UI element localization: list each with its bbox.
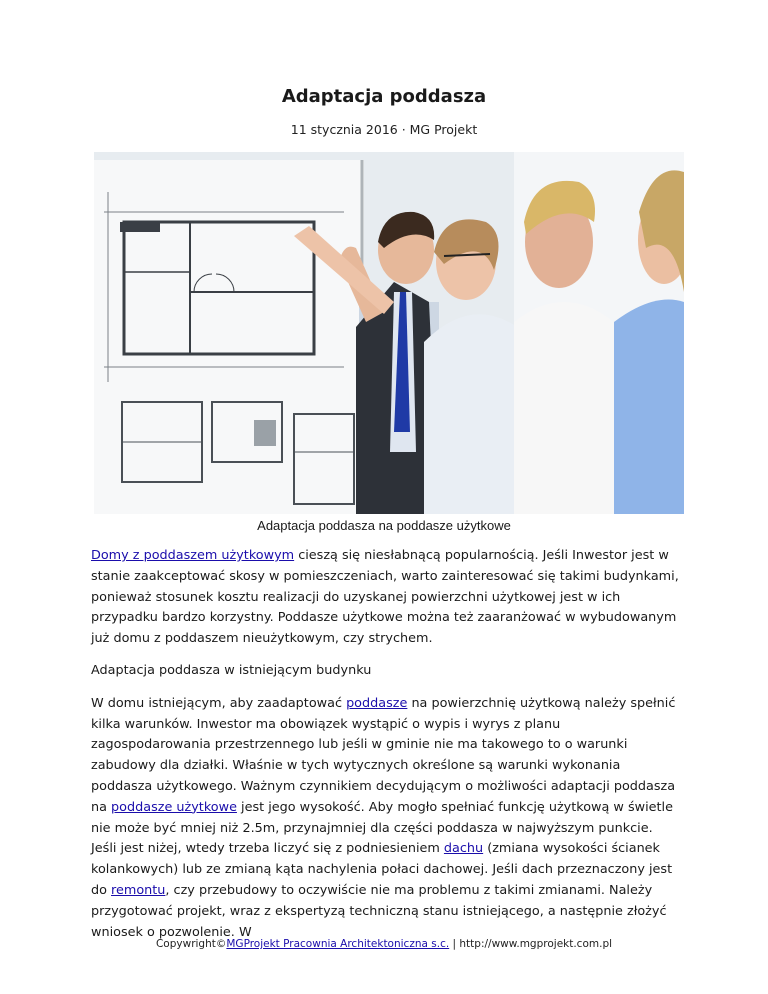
page-footer xyxy=(0,938,768,950)
article-body xyxy=(91,546,681,954)
footer-company-link[interactable]: MGProjekt Pracownia Architektoniczna s.c. xyxy=(226,938,450,950)
hero-image xyxy=(94,152,684,514)
image-caption: Adaptacja poddasza na poddasze użytkowe xyxy=(257,518,511,533)
text-segment: jest jego wysokość. Aby mogło spełniać funkcję użytkową w świetle nie może być mniej niż 2.5m, przynajmniej dla części poddasza w najwyższym punkcie. Jeśli jest niżej, wtedy trzeba liczyć się z podniesieniem xyxy=(91,799,673,857)
page-title: Adaptacja poddasza xyxy=(281,86,487,107)
post-meta: 11 stycznia 2016 · MG Projekt xyxy=(290,122,478,137)
link-poddasze-uzytkowe[interactable]: poddasze użytkowe xyxy=(111,799,237,815)
paragraph-adaptacja xyxy=(91,694,681,944)
link-dachu[interactable]: dachu xyxy=(443,841,484,857)
text-segment: na powierzchnię użytkową należy spełnić kilka warunków. Inwestor ma obowiązek wystąpić o wypis i wyrys z planu zagospodarowania przestrzennego lub jeśli w gminie nie ma takowego to o warunki zabudowy dla działki. Właśnie w tych wytycznych określone są warunki wykonania poddasza użytkowego. Ważnym czynnikiem decydującym o możliwości adaptacji poddasza na xyxy=(91,695,676,815)
footer-suffix: | http://www.mgprojekt.com.pl xyxy=(449,938,613,950)
footer-prefix: Copywright© xyxy=(155,938,227,950)
text-segment: , czy przebudowy to oczywiście nie ma problemu z takimi zmianami. Należy przygotować projekt, wraz z ekspertyzą techniczną stanu istniejącego, a następnie złożyć wniosek o pozwolenie. W xyxy=(91,882,667,940)
link-domy-z-poddaszem[interactable]: Domy z poddaszem użytkowym xyxy=(91,548,295,563)
hero-illustration xyxy=(94,152,684,514)
text-segment: (zmiana wysokości ścianek kolankowych) lub ze zmianą kąta nachylenia połaci dachowej. Jeśli dach przeznaczony jest do xyxy=(91,841,673,898)
text-segment: W domu istniejącym, aby zaadaptować xyxy=(91,695,347,711)
link-remontu[interactable]: remontu xyxy=(111,882,166,898)
blueprint-board xyxy=(94,160,364,514)
section-subheading: Adaptacja poddasza w istniejącym budynku xyxy=(91,662,372,678)
paragraph-intro-text: cieszą się niesłabnącą popularnością. Jeśli Inwestor jest w stanie zaakceptować skosy w pomieszczeniach, warto zainteresować się takimi budynkami, ponieważ stosunek kosztu realizacji do uzyskanej powierzchni użytkowej jest w ich przypadku bardzo korzystny. Poddasze użytkowe można też zaaranżować w wybudowanym już domu z poddaszem nieużytkowym, czy strychem. xyxy=(91,548,679,647)
link-poddasze[interactable]: poddasze xyxy=(346,695,408,711)
paragraph-intro xyxy=(91,546,681,650)
